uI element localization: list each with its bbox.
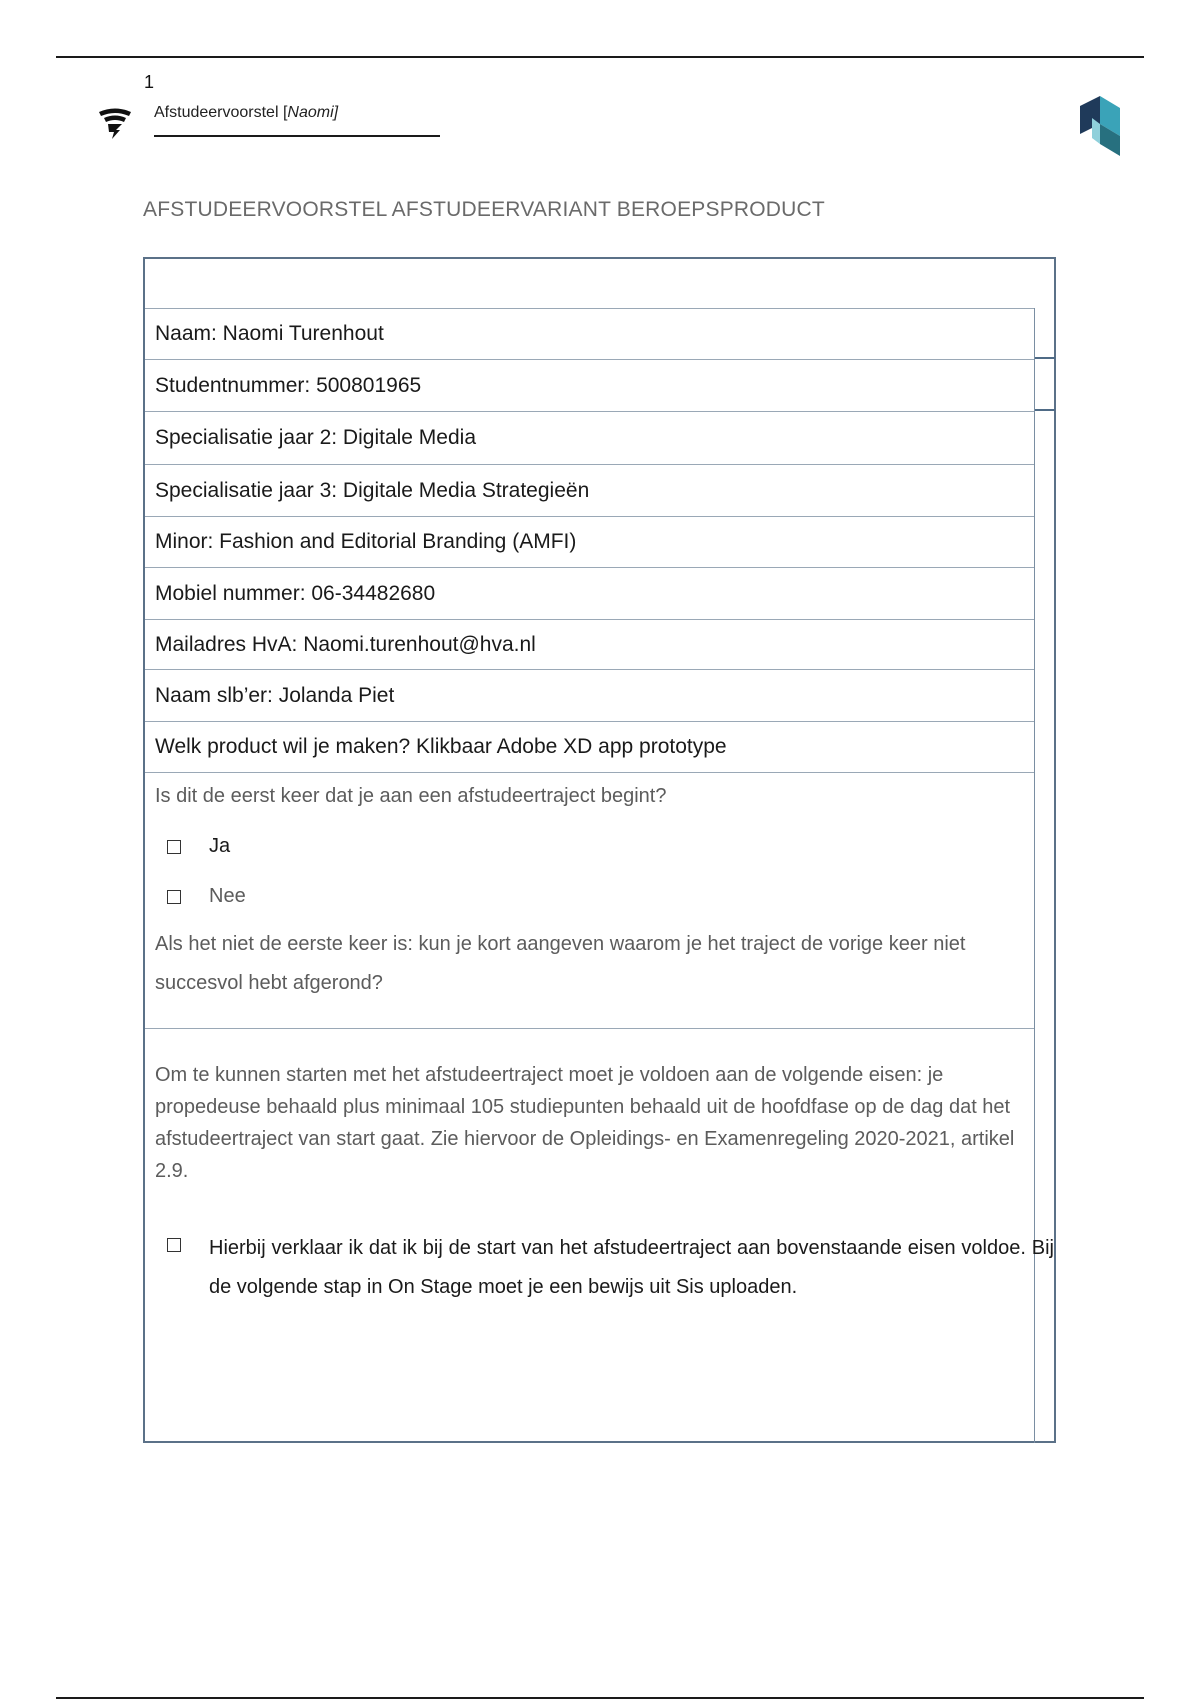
- option-no[interactable]: [167, 885, 246, 908]
- declaration[interactable]: [167, 1229, 1057, 1307]
- option-yes[interactable]: [167, 835, 230, 858]
- field-student-number: Studentnummer: 500801965: [145, 359, 1034, 411]
- checkbox-declaration[interactable]: [167, 1238, 181, 1252]
- form-side-tick: [1035, 357, 1055, 359]
- question-text: Is dit de eerst keer dat je aan een afstudeertraject begint?: [155, 785, 667, 807]
- option-yes-label: Ja: [209, 835, 231, 857]
- field-specialisation-year-2: Specialisatie jaar 2: Digitale Media: [145, 411, 1034, 464]
- checkbox-no[interactable]: [167, 890, 181, 904]
- field-minor: Minor: Fashion and Editorial Branding (AMFI): [145, 516, 1034, 567]
- field-mobile: Mobiel nummer: 06-34482680: [145, 567, 1034, 619]
- hva-logo-icon: [96, 104, 134, 140]
- document-header-title: Afstudeervoorstel [Naomi]: [154, 104, 339, 121]
- field-slb: Naam slb’er: Jolanda Piet: [145, 669, 1034, 721]
- followup-question: Als het niet de eerste keer is: kun je kort aangeven waarom je het traject de vorige keer niet succesvol hebt afgerond?: [155, 933, 966, 994]
- option-no-label: Nee: [209, 885, 246, 907]
- checkbox-yes[interactable]: [167, 840, 181, 854]
- requirements-section: [145, 1028, 1054, 1441]
- top-rule: [56, 56, 1144, 58]
- field-product: Welk product wil je maken? Klikbaar Adobe XD app prototype: [145, 721, 1034, 772]
- declaration-text: Hierbij verklaar ik dat ik bij de start van het afstudeertraject aan bovenstaande eisen voldoe. Bij de volgende stap in On Stage moet je een bewijs uit Sis uploaden.: [209, 1237, 1054, 1298]
- form-side-tick: [1035, 409, 1055, 411]
- field-name: Naam: Naomi Turenhout: [145, 308, 1034, 359]
- field-email: Mailadres HvA: Naomi.turenhout@hva.nl: [145, 619, 1034, 669]
- brand-logo-icon: [1078, 94, 1122, 158]
- requirements-text: Om te kunnen starten met het afstudeertraject moet je voldoen aan de volgende eisen: je propedeuse behaald plus minimaal 105 studiepunten behaald uit de hoofdfase op de dag dat het afstudeertraject van start gaat. Zie hiervoor de Opleidings- en Examenregeling 2020-2021, artikel 2.9.: [155, 1064, 1015, 1182]
- bottom-rule: [56, 1697, 1144, 1699]
- document-heading: AFSTUDEERVOORSTEL AFSTUDEERVARIANT BEROEPSPRODUCT: [143, 198, 825, 221]
- first-attempt-question: [145, 772, 1034, 1028]
- header-underline: [154, 135, 440, 137]
- field-specialisation-year-3: Specialisatie jaar 3: Digitale Media Strategieën: [145, 464, 1034, 516]
- page-number: 1: [144, 72, 155, 92]
